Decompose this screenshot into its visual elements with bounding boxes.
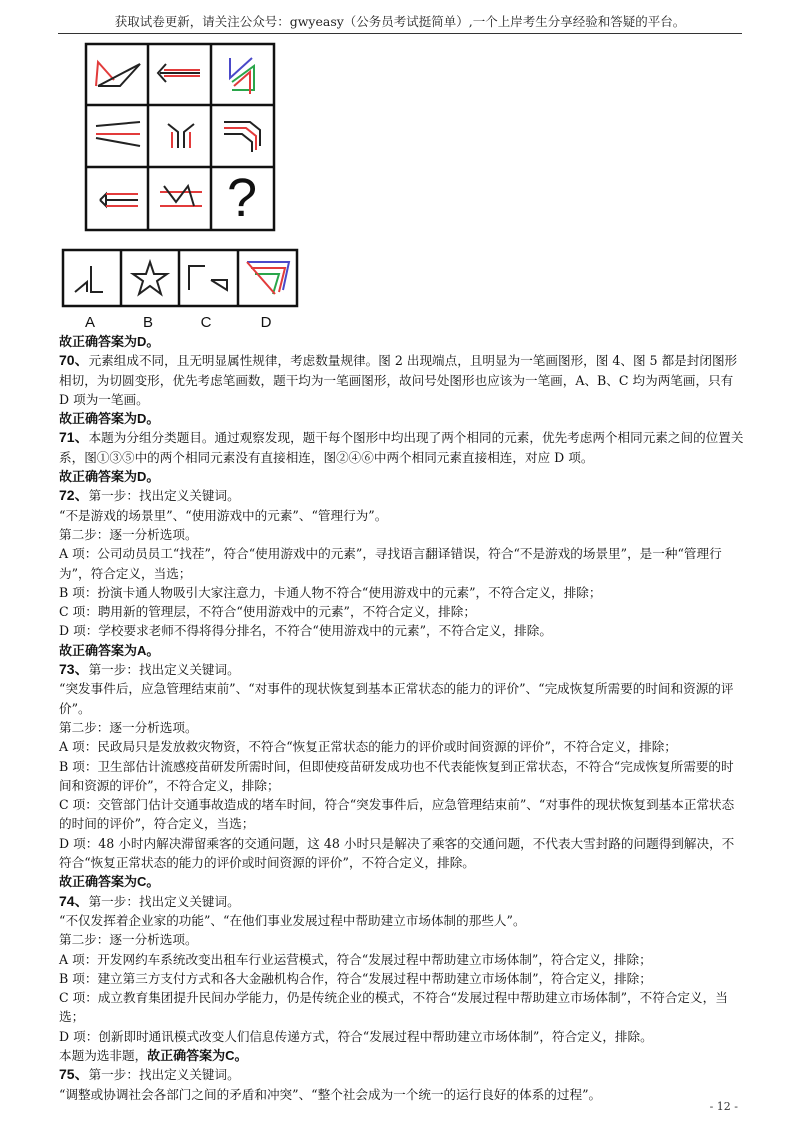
option-b-73: B 项：卫生部估计流感疫苗研发所需时间，但即使疫苗研发成功也不代表能恢复到正常状态，不符合“完成恢复所需要的时间和资源的评价”，不符合定义，排除； — [59, 758, 734, 793]
answer-74-line — [59, 1046, 745, 1065]
explanation-text: 元素组成不同，且无明显属性规律，考虑数量规律。图 2 出现端点，且明显为一笔画图形，图 4、图 5 都是封闭图形相切，为切圆变形，优先考虑笔画数，题干均为一笔画图形，故问号处图形也应该为一笔画，A、B、C 均为两笔画，只有 D 项为一笔画。 — [59, 353, 738, 407]
keywords-74: “不仅发挥着企业家的功能”、“在他们事业发展过程中帮助建立市场体制的那些人”。 — [59, 912, 526, 928]
option-d-figure — [247, 262, 289, 294]
option-c-72: C 项：聘用新的管理层，不符合“使用游戏中的元素”，不符合定义，排除； — [59, 604, 476, 620]
puzzle-cell-4 — [96, 122, 140, 146]
question-number: 72、 — [59, 487, 89, 504]
option-label-b: B — [142, 314, 153, 331]
option-a-74: A 项：开发网约车系统改变出租车行业运营模式，符合“发展过程中帮助建立市场体制”，符合定义，排除； — [59, 951, 652, 967]
question-number: 73、 — [59, 661, 89, 678]
puzzle-cell-3 — [230, 58, 254, 94]
puzzle-cell-6 — [224, 122, 260, 152]
explanation-70 — [59, 351, 745, 409]
explanation-75-step1 — [59, 1065, 745, 1084]
question-mark: ? — [226, 168, 258, 228]
page-header: 获取试卷更新，请关注公众号：gwyeasy（公务员考试挺简单）,一个上岸考生分享经验和答疑的平台。 — [114, 14, 686, 29]
option-d-72: D 项：学校要求老师不得将得分排名，不符合“使用游戏中的元素”，不符合定义，排除。 — [59, 623, 552, 639]
keywords-73: “突发事件后，应急管理结束前”、“对事件的现状恢复到基本正常状态的能力的评价”、“完成恢复所需要的时间和资源的评价”。 — [59, 681, 734, 716]
step-text: 第一步：找出定义关键词。 — [88, 893, 240, 909]
keywords-72: “不是游戏的场景里”、“使用游戏中的元素”、“管理行为”。 — [59, 507, 388, 523]
explanation-text: 本题为分组分类题目。通过观察发现，题干每个图形中均出现了两个相同的元素，优先考虑两个相同元素之间的位置关系，图①③⑤中的两个相同元素没有直接相连，图②④⑥中两个相同元素直接相连，对应 D 项。 — [59, 430, 744, 465]
answer-72: 故正确答案为A。 — [59, 642, 160, 658]
answer-70: 故正确答案为D。 — [59, 411, 160, 427]
option-c-figure — [189, 266, 227, 290]
option-c-73: C 项：交管部门估计交通事故造成的堵车时间，符合“突发事件后，应急管理结束前”、“对事件的现状恢复到基本正常状态的时间的评价”，符合定义，当选； — [59, 797, 735, 832]
option-b-72: B 项：扮演卡通人物吸引大家注意力，卡通人物不符合“使用游戏中的元素”，不符合定义，排除； — [59, 584, 602, 600]
puzzle-grid-figure — [84, 42, 276, 232]
option-label-c: C — [200, 314, 212, 331]
option-b-74: B 项：建立第三方支付方式和各大金融机构合作，符合“发展过程中帮助建立市场体制”，符合定义，排除； — [59, 970, 652, 986]
puzzle-cell-1 — [96, 62, 140, 86]
step-text: 第一步：找出定义关键词。 — [88, 488, 240, 504]
question-number: 75、 — [59, 1066, 89, 1083]
header-rule — [58, 33, 742, 34]
option-a-72: A 项：公司动员员工“找茬”，符合“使用游戏中的元素”，寻找语言翻译错误，符合“不是游戏的场景里”，是一种“管理行为”，符合定义，当选； — [59, 546, 722, 581]
option-c-74: C 项：成立教育集团提升民间办学能力，仍是传统企业的模式，不符合“发展过程中帮助建立市场体制”，不符合定义，当选； — [59, 990, 728, 1025]
option-b-figure — [133, 262, 167, 294]
answer-explanations — [59, 332, 745, 1104]
answer-69: 故正确答案为D。 — [59, 334, 160, 349]
step-text: 第一步：找出定义关键词。 — [88, 1067, 240, 1083]
explanation-74-step1 — [59, 892, 745, 911]
keywords-75: “调整或协调社会各部门之间的矛盾和冲突”、“整个社会成为一个统一的运行良好的体系的过程”。 — [59, 1086, 602, 1102]
option-a-73: A 项：民政局只是发放救灾物资，不符合“恢复正常状态的能力的评价或时间资源的评价”，不符合定义，排除； — [59, 739, 677, 755]
explanation-71 — [59, 428, 745, 467]
answer-74: 故正确答案为C。 — [147, 1047, 248, 1063]
puzzle-cell-5 — [168, 124, 194, 148]
explanation-72-step1 — [59, 486, 745, 505]
answer-73: 故正确答案为C。 — [59, 874, 160, 890]
option-d-73: D 项：48 小时内解决滞留乘客的交通问题，这 48 小时只是解决了乘客的交通问题，不代表大雪封路的问题得到解决，不符合“恢复正常状态的能力的评价或时间资源的评价”，不符合定义，排除。 — [59, 835, 735, 871]
answer-options-figure — [61, 248, 299, 308]
step-text: 第一步：找出定义关键词。 — [88, 662, 240, 678]
question-number: 70、 — [59, 352, 89, 369]
puzzle-cell-8 — [160, 186, 202, 206]
step2-74: 第二步：逐一分析选项。 — [59, 932, 198, 948]
explanation-73-step1 — [59, 660, 745, 679]
note-text: 本题为选非题， — [59, 1047, 148, 1063]
option-a-figure — [75, 266, 103, 292]
page-number: - 12 - — [709, 1100, 738, 1113]
option-label-a: A — [84, 314, 95, 331]
question-number: 74、 — [59, 892, 89, 909]
puzzle-cell-7 — [100, 194, 138, 206]
option-d-74: D 项：创新即时通讯模式改变人们信息传递方式，符合“发展过程中帮助建立市场体制”，符合定义，排除。 — [59, 1028, 653, 1044]
question-number: 71、 — [59, 429, 89, 446]
answer-71: 故正确答案为D。 — [59, 469, 160, 485]
option-label-d: D — [260, 314, 272, 331]
puzzle-cell-2 — [158, 64, 200, 82]
step2-72: 第二步：逐一分析选项。 — [59, 526, 198, 542]
step2-73: 第二步：逐一分析选项。 — [59, 719, 198, 735]
